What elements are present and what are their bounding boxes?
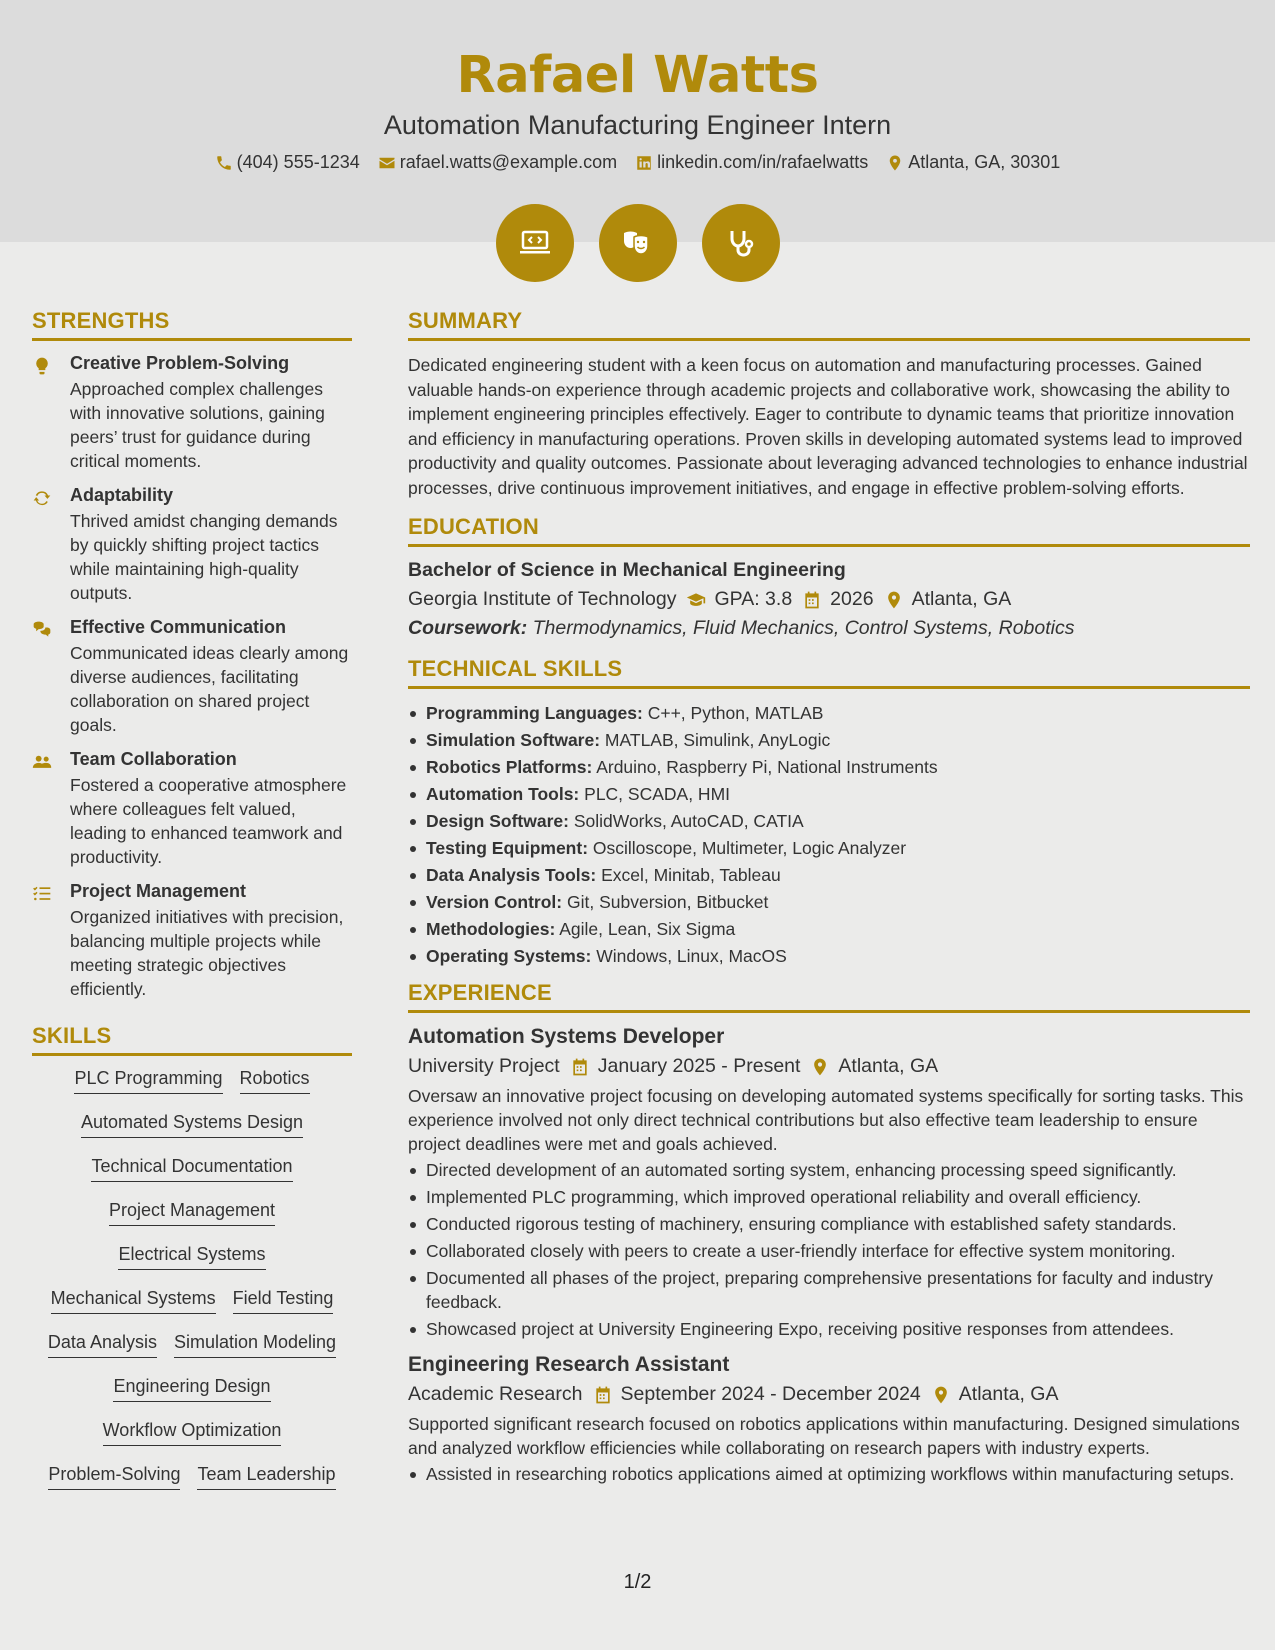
tech-skill-label: Data Analysis Tools: (426, 865, 597, 885)
job-entry (408, 1353, 1250, 1486)
skills-list (32, 1068, 352, 1490)
job-title: Engineering Research Assistant (408, 1353, 730, 1376)
education-year: 2026 (830, 588, 874, 610)
stethoscope-icon (721, 223, 761, 263)
strength-title: Creative Problem-Solving (70, 353, 290, 373)
tech-skill-label: Operating Systems: (426, 946, 592, 966)
strengths-heading: STRENGTHS (32, 308, 352, 341)
job-description: Supported significant research focused on robotics applications within manufacturing. Designed simulations and analyzed workflow efficiencies while collaborating on research papers with industry experts. (408, 1414, 1240, 1458)
list-item (408, 782, 1250, 806)
strength-item (32, 485, 352, 605)
list-item: Assisted in researching robotics applications aimed at optimizing workflows within manufacturing setups. (408, 1462, 1250, 1486)
lightbulb-icon (32, 356, 52, 376)
phone-icon (215, 154, 233, 172)
tasks-icon (32, 884, 52, 904)
experience-heading: EXPERIENCE (408, 980, 1250, 1013)
map-pin-icon (810, 1057, 830, 1077)
education-location: Atlanta, GA (911, 588, 1012, 610)
strength-title: Adaptability (70, 485, 174, 505)
comments-icon (32, 620, 52, 640)
skill-tag: Team Leadership (197, 1464, 335, 1490)
summary-heading: SUMMARY (408, 308, 1250, 341)
coursework-label: Coursework: (408, 617, 528, 639)
skill-tag: Automated Systems Design (81, 1112, 303, 1138)
strength-desc: Thrived amidst changing demands by quickly shifting project tactics while maintaining high-quality outputs. (70, 511, 338, 603)
tech-skill-value: Excel, Minitab, Tableau (601, 865, 781, 885)
map-pin-icon (931, 1385, 951, 1405)
list-item (408, 944, 1250, 968)
education-meta (408, 588, 1250, 611)
calendar-icon (593, 1385, 613, 1405)
job-description: Oversaw an innovative project focusing on developing automated systems specifically for sorting tasks. This experience involved not only direct technical contributions but also effective team leadership to ensure project deadlines were met and goals achieved. (408, 1086, 1244, 1154)
job-title: Automation Systems Developer (408, 1025, 725, 1048)
job-meta (408, 1383, 1250, 1406)
contact-phone-text: (404) 555-1234 (236, 152, 360, 172)
map-pin-icon (884, 590, 904, 610)
list-item: Showcased project at University Engineering Expo, receiving positive responses from attendees. (408, 1317, 1250, 1341)
skill-tag: Data Analysis (48, 1332, 157, 1358)
education-coursework (408, 617, 1250, 640)
contact-email-text: rafael.watts@example.com (399, 152, 618, 172)
candidate-name: Rafael Watts (456, 46, 819, 105)
job-entry (408, 1025, 1250, 1341)
strength-item (32, 353, 352, 473)
tech-skill-label: Testing Equipment: (426, 838, 589, 858)
skill-tag: Technical Documentation (91, 1156, 292, 1182)
tech-skill-label: Design Software: (426, 811, 569, 831)
calendar-icon (570, 1057, 590, 1077)
skill-tag: Project Management (109, 1200, 275, 1226)
candidate-title: Automation Manufacturing Engineer Intern (383, 110, 892, 140)
hobby-badge-coding (496, 204, 574, 282)
hobby-badge-medicine (702, 204, 780, 282)
skill-tag: Robotics (240, 1068, 310, 1094)
skill-tag: Problem-Solving (48, 1464, 180, 1490)
strength-item (32, 881, 352, 1001)
laptop-code-icon (515, 223, 555, 263)
skill-tag: Electrical Systems (118, 1244, 265, 1270)
skill-tag: Workflow Optimization (103, 1420, 282, 1446)
contact-email[interactable] (378, 152, 617, 173)
list-item (408, 863, 1250, 887)
tech-skill-value: Oscilloscope, Multimeter, Logic Analyzer (592, 838, 907, 858)
tech-skill-value: SolidWorks, AutoCAD, CATIA (573, 811, 804, 831)
list-item: Collaborated closely with peers to create a user-friendly interface for effective system monitoring. (408, 1239, 1250, 1263)
tech-skill-value: Windows, Linux, MacOS (596, 946, 787, 966)
job-meta (408, 1055, 1250, 1078)
list-item (408, 836, 1250, 860)
job-dates: September 2024 - December 2024 (620, 1383, 921, 1405)
skill-tag: Engineering Design (113, 1376, 270, 1402)
strength-desc: Organized initiatives with precision, balancing multiple projects while meeting strategic objectives efficiently. (70, 907, 344, 999)
list-item: Implemented PLC programming, which improved operational reliability and overall efficiency. (408, 1185, 1250, 1209)
skill-tag: Simulation Modeling (174, 1332, 336, 1358)
contact-bar (0, 152, 1275, 173)
skills-heading: SKILLS (32, 1023, 352, 1056)
contact-location-text: Atlanta, GA, 30301 (908, 152, 1061, 172)
tech-skill-value: Git, Subversion, Bitbucket (567, 892, 769, 912)
tech-skill-label: Automation Tools: (426, 784, 580, 804)
technical-skills-list (408, 701, 1250, 968)
job-dates: January 2025 - Present (597, 1055, 801, 1077)
education-gpa: GPA: 3.8 (714, 588, 793, 610)
tech-skill-label: Version Control: (426, 892, 563, 912)
tech-skill-label: Simulation Software: (426, 730, 601, 750)
education-school: Georgia Institute of Technology (408, 588, 677, 610)
sync-icon (32, 488, 52, 508)
linkedin-icon (635, 154, 653, 172)
education-degree: Bachelor of Science in Mechanical Engineering (408, 559, 846, 581)
strength-title: Project Management (70, 881, 247, 901)
skill-tag: Mechanical Systems (51, 1288, 216, 1314)
strength-desc: Fostered a cooperative atmosphere where colleagues felt valued, leading to enhanced teamwork and productivity. (70, 775, 347, 867)
contact-linkedin-text: linkedin.com/in/rafaelwatts (657, 152, 869, 172)
contact-location (886, 152, 1060, 173)
job-org: University Project (408, 1055, 560, 1077)
list-item (408, 701, 1250, 725)
tech-skill-value: Agile, Lean, Six Sigma (559, 919, 736, 939)
summary-text: Dedicated engineering student with a keen focus on automation and manufacturing processes. Gained valuable hands-on experience through academic projects and collaborative work, showcasing the ability to implement engineering principles effectively. Eager to contribute to dynamic teams that prioritize innovation and efficiency in manufacturing operations. Proven skills in developing automated systems lead to improved productivity and quality outcomes. Passionate about leveraging advanced technologies to enhance industrial processes, drive continuous improvement initiatives, and engage in effective problem-solving efforts. (408, 355, 1248, 498)
strength-item (32, 749, 352, 869)
job-org: Academic Research (408, 1383, 583, 1405)
hobby-badge-theater (599, 204, 677, 282)
list-item (408, 890, 1250, 914)
strength-title: Effective Communication (70, 617, 287, 637)
hobby-icons (0, 204, 1275, 282)
left-column (32, 308, 352, 1490)
strength-desc: Approached complex challenges with innovative solutions, gaining peers’ trust for guidance during critical moments. (70, 379, 325, 471)
list-item (408, 917, 1250, 941)
tech-skill-value: PLC, SCADA, HMI (584, 784, 731, 804)
tech-skill-label: Robotics Platforms: (426, 757, 593, 777)
envelope-icon (378, 154, 396, 172)
job-location: Atlanta, GA (838, 1055, 939, 1077)
contact-phone[interactable] (215, 152, 360, 173)
tech-skill-label: Methodologies: (426, 919, 556, 939)
theater-masks-icon (618, 223, 658, 263)
technical-skills-heading: TECHNICAL SKILLS (408, 656, 1250, 689)
education-heading: EDUCATION (408, 514, 1250, 547)
right-column (408, 308, 1250, 1498)
job-location: Atlanta, GA (958, 1383, 1059, 1405)
strength-title: Team Collaboration (70, 749, 237, 769)
list-item (408, 809, 1250, 833)
calendar-icon (802, 590, 822, 610)
strength-item (32, 617, 352, 737)
strength-desc: Communicated ideas clearly among diverse audiences, facilitating collaboration on shared project goals. (70, 643, 349, 735)
coursework-list: Thermodynamics, Fluid Mechanics, Control Systems, Robotics (532, 617, 1075, 639)
skill-tag: Field Testing (233, 1288, 334, 1314)
skill-tag: PLC Programming (74, 1068, 222, 1094)
job-bullets (408, 1158, 1250, 1341)
users-icon (32, 752, 52, 772)
map-pin-icon (886, 154, 904, 172)
tech-skill-value: C++, Python, MATLAB (647, 703, 824, 723)
tech-skill-label: Programming Languages: (426, 703, 643, 723)
page-number: 1/2 (623, 1571, 652, 1593)
list-item (408, 728, 1250, 752)
tech-skill-value: MATLAB, Simulink, AnyLogic (604, 730, 831, 750)
tech-skill-value: Arduino, Raspberry Pi, National Instruments (596, 757, 938, 777)
list-item: Documented all phases of the project, preparing comprehensive presentations for faculty and industry feedback. (408, 1266, 1250, 1314)
list-item (408, 755, 1250, 779)
list-item: Conducted rigorous testing of machinery, ensuring compliance with established safety standards. (408, 1212, 1250, 1236)
list-item: Directed development of an automated sorting system, enhancing processing speed significantly. (408, 1158, 1250, 1182)
contact-linkedin[interactable] (635, 152, 868, 173)
job-bullets (408, 1462, 1250, 1486)
graduation-cap-icon (686, 590, 706, 610)
